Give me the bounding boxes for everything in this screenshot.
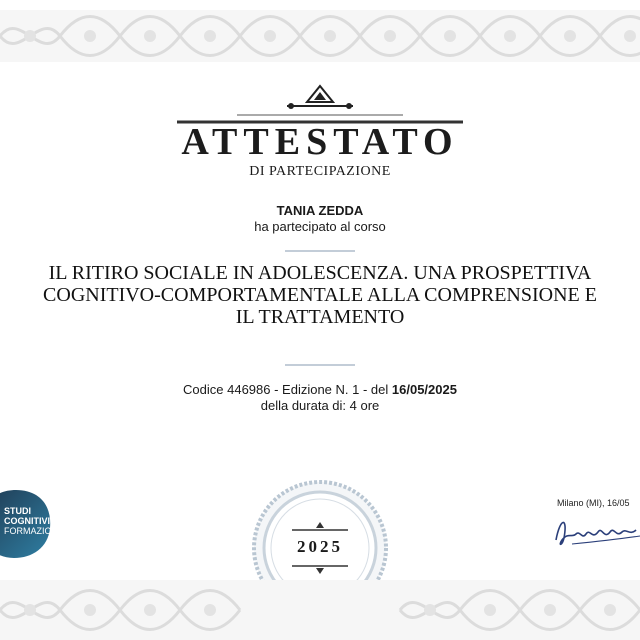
logo-text-line: STUDI: [4, 506, 31, 516]
course-title-line: IL RITIRO SOCIALE IN ADOLESCENZA. UNA PROSPETTIVA: [48, 262, 592, 284]
divider-top: [285, 250, 355, 252]
course-date: 16/05/2025: [391, 382, 457, 397]
logo-text-line: COGNITIVI: [4, 516, 51, 526]
course-code-text: Codice 446986 - Edizione N. 1 - del: [183, 382, 392, 397]
seal-year: 2025: [297, 537, 343, 556]
recipient-name: TANIA ZEDDA: [276, 203, 364, 218]
course-title-line: IL TRATTAMENTO: [235, 306, 405, 328]
course-title-line: COGNITIVO-COMPORTAMENTALE ALLA COMPRENSIONE E: [43, 284, 597, 306]
place-date: Milano (MI), 16/05: [557, 498, 630, 508]
divider-bottom: [285, 364, 355, 366]
certificate-title: ATTESTATO: [181, 121, 459, 163]
top-ornamental-border: [0, 10, 640, 62]
studi-cognitivi-logo: [0, 488, 64, 560]
logo-text-line: FORMAZIONE: [4, 526, 64, 536]
course-duration: della durata di: 4 ore: [260, 398, 380, 413]
participation-text: ha partecipato al corso: [254, 219, 386, 234]
signature: [552, 510, 640, 554]
certificate-subtitle: DI PARTECIPAZIONE: [249, 164, 391, 179]
course-title: [0, 262, 640, 328]
bottom-ornamental-border: [0, 572, 640, 640]
course-code: [0, 382, 640, 397]
